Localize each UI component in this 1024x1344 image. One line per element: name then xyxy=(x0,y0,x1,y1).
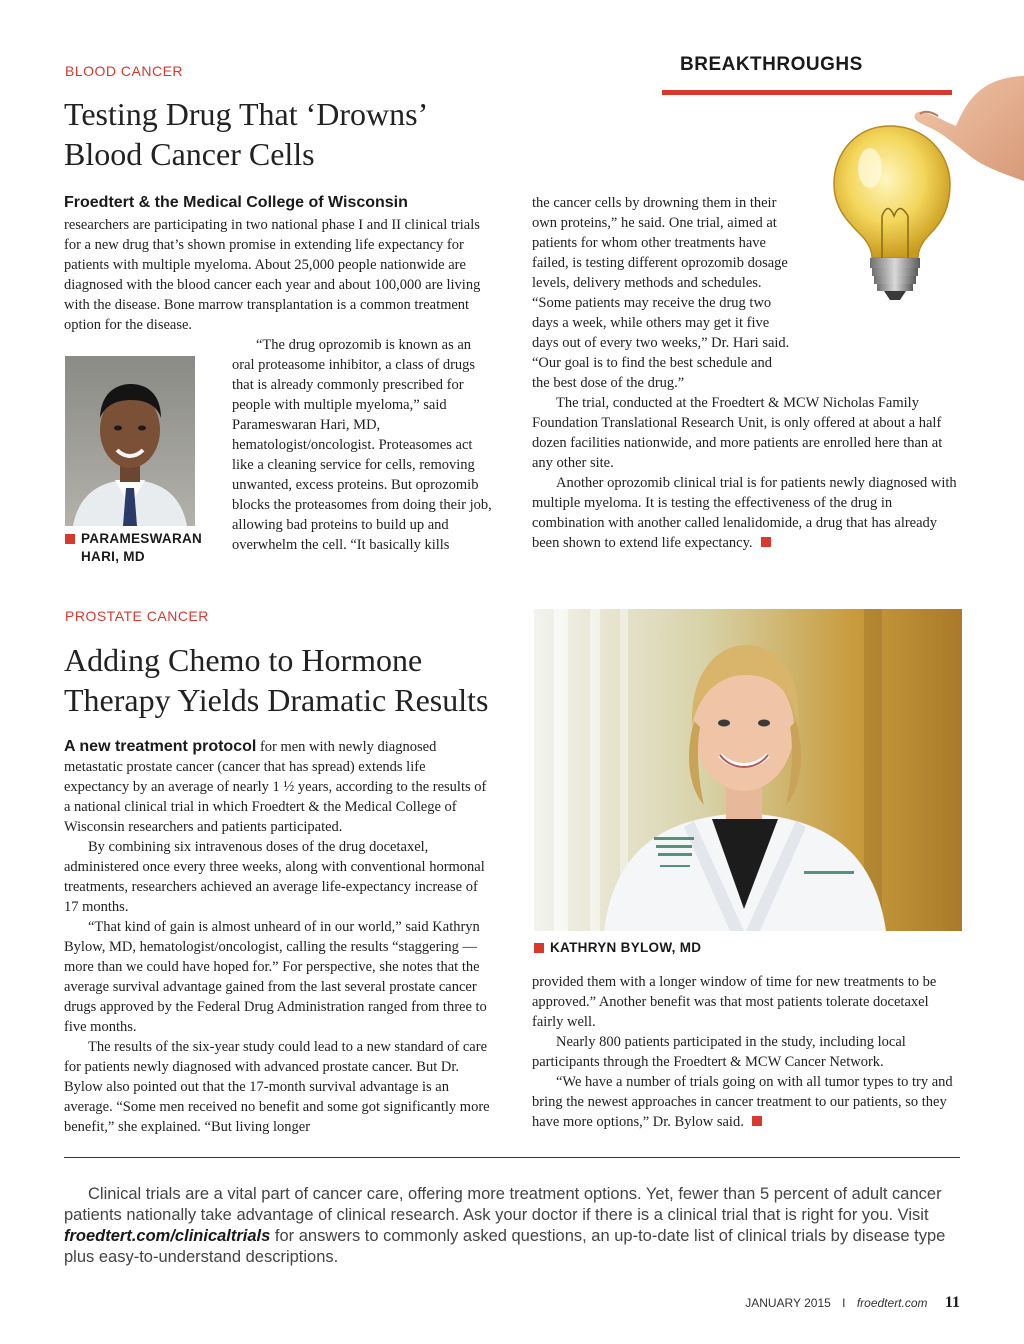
article2-col1 xyxy=(64,737,494,1137)
hari-caption-line2: HARI, MD xyxy=(81,549,145,564)
bylow-portrait xyxy=(534,609,962,931)
article2-para2: By combining six intravenous doses of the drug docetaxel, administered once every three weeks, along with conventional hormonal treatments, researchers achieved an average life-expectancy increase of 17 months. xyxy=(64,839,485,915)
article2-col2-para3-text: “We have a number of trials going on with all tumor types to try and bring the newest approaches in cancer treatment to our patients, so they have more options,” Dr. Bylow said. xyxy=(532,1074,953,1130)
article2-para3: “That kind of gain is almost unheard of in our world,” said Kathryn Bylow, MD, hematologist/oncologist, calling the results “staggering — more than we could have hoped for.” For perspective, she notes that the average survival advantage gained from the last several prostate cancer drugs approved by the Federal Drug Administration ranged from three to five months. xyxy=(64,919,487,1035)
caption-marker xyxy=(534,943,544,953)
article2-col2 xyxy=(532,972,958,1132)
article2-title xyxy=(64,640,524,720)
bylow-caption xyxy=(534,940,701,955)
article2-para1-text: for men with newly diagnosed metastatic prostate cancer (cancer that has spread) extends life expectancy by an average of nearly 1 ½ years, according to the results of a national clinical trial in which Froedtert & the Medical College of Wisconsin researchers and patients participated. xyxy=(64,739,487,835)
article2-lead: A new treatment protocol xyxy=(64,738,257,755)
footer-separator: I xyxy=(842,1296,846,1310)
article1-col2-para1 xyxy=(532,193,958,393)
article1-col2-block xyxy=(532,393,958,553)
hari-portrait xyxy=(65,356,195,526)
article1-lead: Froedtert & the Medical College of Wisconsin xyxy=(64,194,408,211)
caption-marker xyxy=(65,534,75,544)
article1-para2: “The drug oprozomib is known as an oral proteasome inhibitor, a class of drugs that is already commonly prescribed for people with multiple myeloma,” said Parameswaran Hari, MD, hematologist/oncologist. Proteasomes act like a cleaning service for cells, removing unwanted, excess proteins. But oprozomib blocks the proteasomes from doing their job, allowing bad proteins to build up and overwhelm the cell. “It basically kills xyxy=(232,337,492,553)
article1-title-line1: Testing Drug That ‘Drowns’ xyxy=(64,96,429,132)
article2-col2-para3 xyxy=(532,1072,958,1132)
article1-title-line2: Blood Cancer Cells xyxy=(64,136,315,172)
article1-title xyxy=(64,94,524,174)
article1-col2-para1-text: the cancer cells by drowning them in their own proteins,” he said. One trial, aimed at patients for whom other treatments have failed, is testing different oprozomib dosage levels, delivery methods and schedules. “Some patients may receive the drug two days a week, while others may get it five days out of every two weeks,” Dr. Hari said. “Our goal is to find the best schedule and the best dose of the drug.” xyxy=(532,195,790,391)
bylow-caption-text: KATHRYN BYLOW, MD xyxy=(550,940,702,955)
article2-para1 xyxy=(64,737,494,837)
note-text-after: for answers to commonly asked questions, an up-to-date list of clinical trials by disease type plus easy-to-understand descriptions. xyxy=(64,1227,946,1266)
footer-divider xyxy=(64,1157,960,1158)
article2-title-line2: Therapy Yields Dramatic Results xyxy=(64,682,489,718)
article1-kicker: BLOOD CANCER xyxy=(65,63,184,79)
hari-caption-line1: PARAMESWARAN xyxy=(81,531,203,546)
article2-col2-para2: Nearly 800 patients participated in the study, including local participants through the Froedtert & MCW Cancer Network. xyxy=(532,1034,906,1070)
clinical-trials-note xyxy=(64,1184,960,1268)
article1-col2-para3-text: Another oprozomib clinical trial is for patients newly diagnosed with multiple myeloma. It is testing the effectiveness of the drug in combination with another called lenalidomide, a drug that has already been shown to extend life expectancy. xyxy=(532,475,957,551)
page-footer xyxy=(700,1294,960,1312)
article2-col2-para1: provided them with a longer window of time for new treatments to be approved.” Another benefit was that most patients tolerate docetaxel fairly well. xyxy=(532,974,937,1030)
article2-para4: The results of the six-year study could lead to a new standard of care for patients newly diagnosed with advanced prostate cancer. But Dr. Bylow also pointed out that the 17-month survival advantage is an average. “Some men received no benefit and some got significantly more benefit,” she explained. “But living longer xyxy=(64,1039,490,1135)
hari-caption xyxy=(65,530,202,566)
section-label: BREAKTHROUGHS xyxy=(680,54,863,75)
end-marker xyxy=(752,1116,762,1126)
footer-site: froedtert.com xyxy=(856,1296,928,1310)
issue-date: JANUARY 2015 xyxy=(745,1296,831,1310)
note-text-before: Clinical trials are a vital part of cancer care, offering more treatment options. Yet, fewer than 5 percent of adult cancer patients nationally take advantage of clinical research. Ask your doctor if there is a clinical trial that is right for you. Visit xyxy=(64,1185,942,1224)
article2-title-line1: Adding Chemo to Hormone xyxy=(64,642,423,678)
article1-col2-para2: The trial, conducted at the Froedtert & MCW Nicholas Family Foundation Translational Research Unit, is only offered at about a half dozen facilities nationwide, and more patients are enrolled here than at any other site. xyxy=(532,395,943,471)
page-number: 11 xyxy=(944,1294,960,1311)
article2-kicker: PROSTATE CANCER xyxy=(65,608,209,624)
article1-para1: researchers are participating in two national phase I and II clinical trials for a new drug that’s shown promise in extending life expectancy for patients with multiple myeloma. About 25,000 people nationwide are diagnosed with the blood cancer each year and about 100,000 are living with the disease. Bone marrow transplantation is a common treatment option for the disease. xyxy=(64,217,481,333)
clinical-trials-link[interactable]: froedtert.com/clinicaltrials xyxy=(64,1227,271,1245)
end-marker xyxy=(761,537,771,547)
article1-col2-para3 xyxy=(532,473,958,553)
